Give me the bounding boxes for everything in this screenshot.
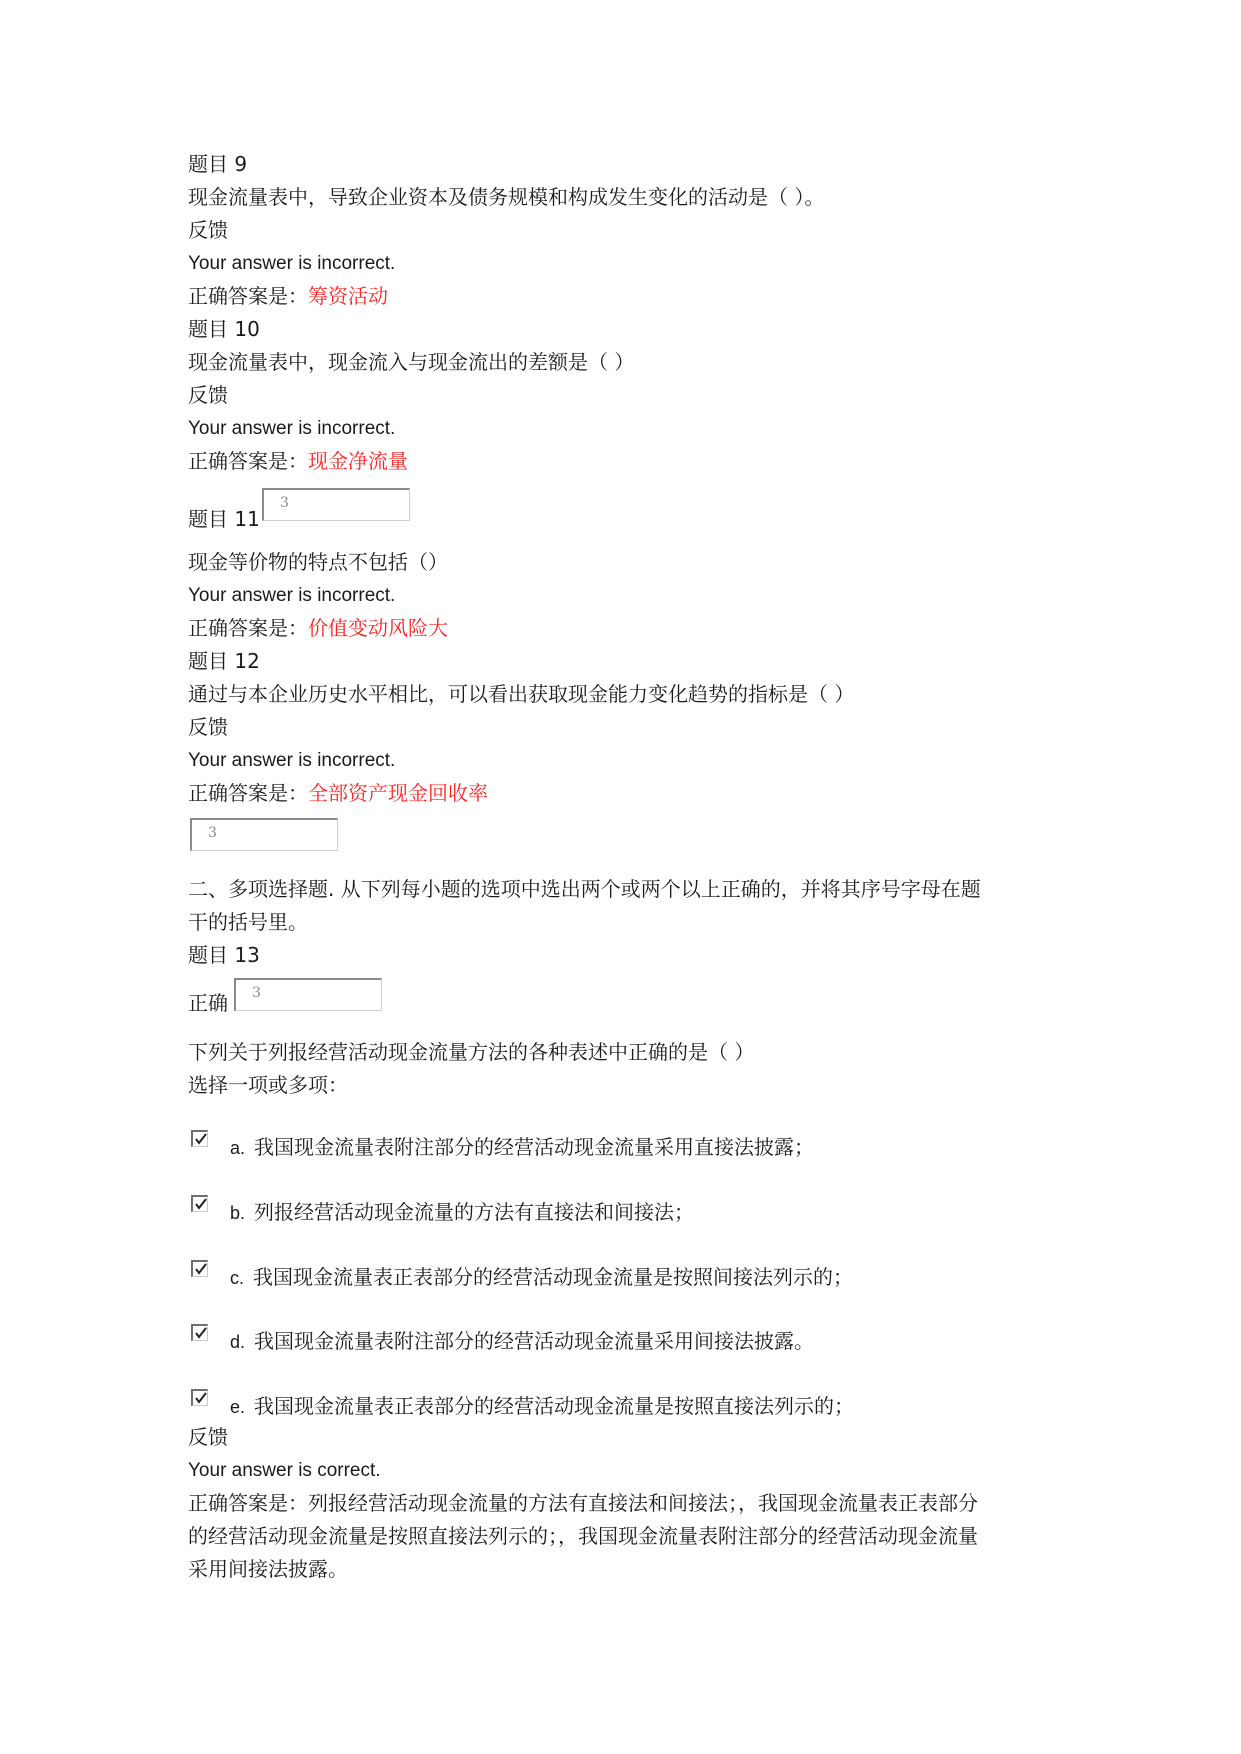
option-e-checkbox[interactable] <box>191 1389 208 1406</box>
question-12-text: 通过与本企业历史水平相比，可以看出获取现金能力变化趋势的指标是（ ） <box>188 682 855 706</box>
checkmark-icon <box>193 1132 208 1147</box>
checkmark-icon <box>193 1391 208 1406</box>
option-letter: e. <box>230 1397 246 1417</box>
option-c-checkbox[interactable] <box>191 1260 208 1277</box>
checkmark-icon <box>193 1262 208 1277</box>
question-13-answer-line1: 正确答案是：列报经营活动现金流量的方法有直接法和间接法；，我国现金流量表正表部分 <box>188 1491 978 1515</box>
question-11-title: 题目 11 <box>188 507 260 531</box>
option-text: 列报经营活动现金流量的方法有直接法和间接法； <box>254 1200 695 1224</box>
option-letter: a. <box>230 1138 246 1158</box>
option-text: 我国现金流量表附注部分的经营活动现金流量采用直接法披露； <box>254 1135 815 1159</box>
question-12-feedback-label: 反馈 <box>188 715 228 739</box>
question-10-answer <box>188 445 408 478</box>
answer-label: 正确答案是： <box>188 616 308 640</box>
option-text: 我国现金流量表附注部分的经营活动现金流量采用间接法披露。 <box>254 1329 815 1353</box>
question-9-feedback-label: 反馈 <box>188 218 228 242</box>
question-12-input[interactable]: 3 <box>190 818 338 851</box>
option-d-label <box>230 1325 814 1359</box>
option-letter: b. <box>230 1203 246 1223</box>
question-10-result: Your answer is incorrect. <box>188 418 396 439</box>
question-13-instruction: 选择一项或多项： <box>188 1073 348 1097</box>
question-12-result: Your answer is incorrect. <box>188 750 396 771</box>
question-11-result: Your answer is incorrect. <box>188 585 396 606</box>
checkmark-icon <box>193 1197 208 1212</box>
question-13-title: 题目 13 <box>188 943 260 967</box>
option-a-label <box>230 1131 814 1165</box>
question-9-title: 题目 9 <box>188 152 248 176</box>
question-13-text: 下列关于列报经营活动现金流量方法的各种表述中正确的是（ ） <box>188 1040 755 1064</box>
answer-label: 正确答案是： <box>188 449 308 473</box>
question-11-answer <box>188 612 448 645</box>
option-d-checkbox[interactable] <box>191 1324 208 1341</box>
answer-value: 价值变动风险大 <box>308 616 448 640</box>
option-b-checkbox[interactable] <box>191 1195 208 1212</box>
answer-value: 全部资产现金回收率 <box>308 781 488 805</box>
question-13-feedback-label: 反馈 <box>188 1425 228 1449</box>
option-b-label <box>230 1196 694 1230</box>
question-10-text: 现金流量表中，现金流入与现金流出的差额是（ ） <box>188 350 635 374</box>
section-2-heading-line2: 干的括号里。 <box>188 910 308 934</box>
question-10-feedback-label: 反馈 <box>188 383 228 407</box>
question-12-answer <box>188 777 488 810</box>
checkmark-icon <box>193 1326 208 1341</box>
option-c-label <box>230 1261 853 1295</box>
question-13-status: 正确 <box>188 991 228 1015</box>
answer-label: 正确答案是： <box>188 781 308 805</box>
section-2-heading-line1: 二、多项选择题. 从下列每小题的选项中选出两个或两个以上正确的，并将其序号字母在题 <box>188 877 981 901</box>
question-9-result: Your answer is incorrect. <box>188 253 396 274</box>
question-11-input[interactable]: 3 <box>262 488 410 521</box>
option-text: 我国现金流量表正表部分的经营活动现金流量是按照间接法列示的； <box>253 1265 854 1289</box>
question-9-answer <box>188 280 388 313</box>
answer-label: 正确答案是： <box>188 284 308 308</box>
option-text: 我国现金流量表正表部分的经营活动现金流量是按照直接法列示的； <box>254 1394 855 1418</box>
question-13-answer-line2: 的经营活动现金流量是按照直接法列示的；，我国现金流量表附注部分的经营活动现金流量 <box>188 1524 978 1548</box>
question-13-input[interactable]: 3 <box>234 978 382 1011</box>
option-e-label <box>230 1390 854 1424</box>
question-9-text: 现金流量表中，导致企业资本及债务规模和构成发生变化的活动是（ ）。 <box>188 185 825 209</box>
answer-value: 现金净流量 <box>308 449 408 473</box>
question-13-answer-line3: 采用间接法披露。 <box>188 1557 348 1581</box>
question-12-title: 题目 12 <box>188 649 260 673</box>
question-10-title: 题目 10 <box>188 317 260 341</box>
option-letter: c. <box>230 1268 245 1288</box>
question-11-text: 现金等价物的特点不包括（） <box>188 550 448 574</box>
option-letter: d. <box>230 1332 246 1352</box>
option-a-checkbox[interactable] <box>191 1130 208 1147</box>
answer-value: 筹资活动 <box>308 284 388 308</box>
question-13-result: Your answer is correct. <box>188 1460 381 1481</box>
